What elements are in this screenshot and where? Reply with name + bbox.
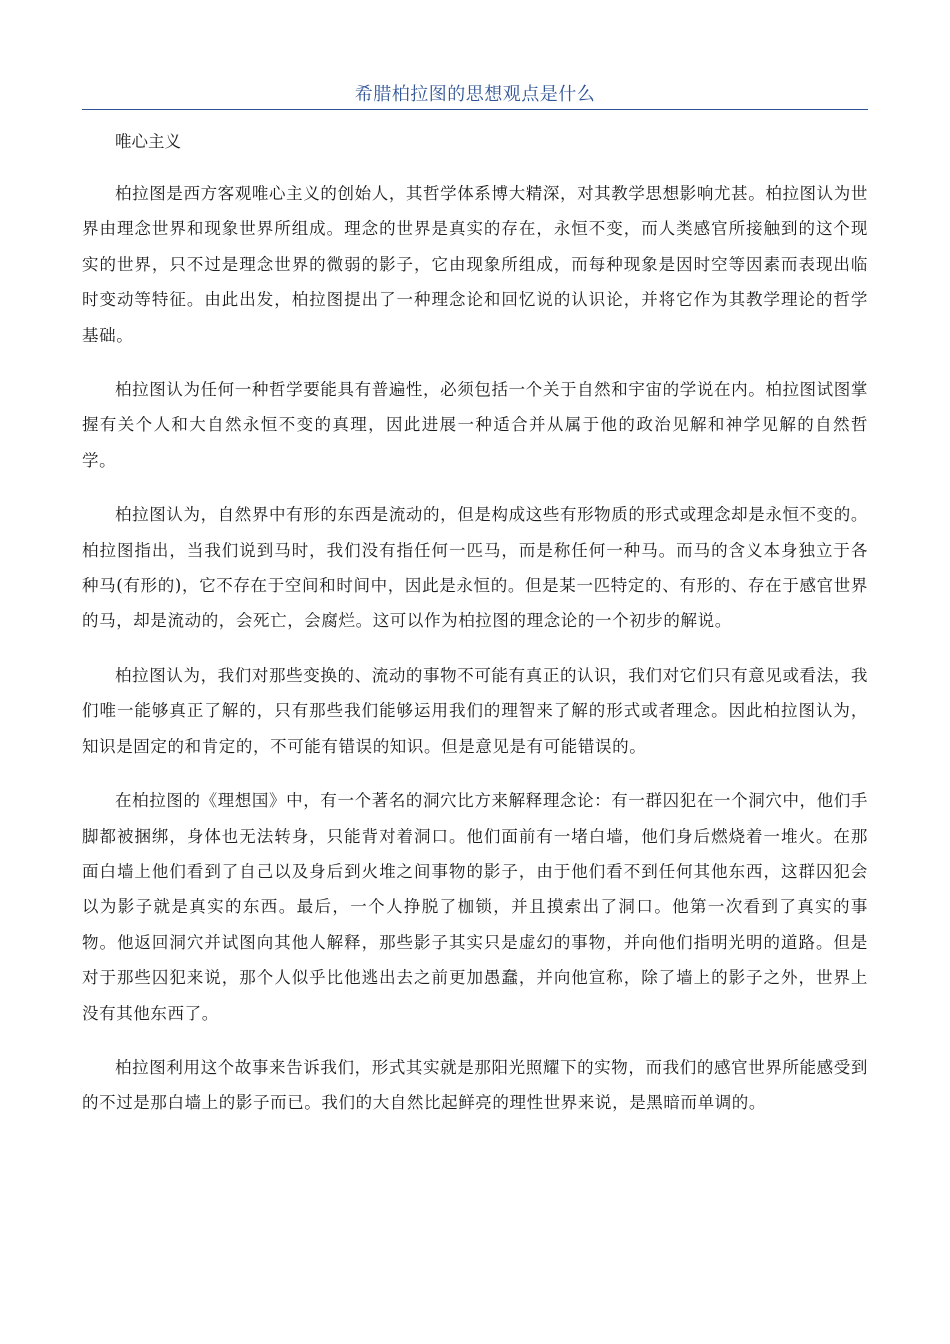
document-body xyxy=(82,124,868,1140)
section-heading: 唯心主义 xyxy=(115,132,181,151)
paragraph-1: 柏拉图是西方客观唯心主义的创始人，其哲学体系博大精深，对其教学思想影响尤甚。柏拉图认为世界由理念世界和现象世界所组成。理念的世界是真实的存在，永恒不变，而人类感官所接触到的这个现实的世界，只不过是理念世界的微弱的影子，它由现象所组成，而每种现象是因时空等因素而表现出临时变动等特征。由此出发，柏拉图提出了一种理念论和回忆说的认识论，并将它作为其教学理论的哲学基础。 xyxy=(82,184,868,345)
page-title: 希腊柏拉图的思想观点是什么 xyxy=(354,84,596,105)
paragraph-5: 在柏拉图的《理想国》中，有一个著名的洞穴比方来解释理念论：有一群囚犯在一个洞穴中，他们手脚都被捆绑，身体也无法转身，只能背对着洞口。他们面前有一堵白墙，他们身后燃烧着一堆火。在那面白墙上他们看到了自己以及身后到火堆之间事物的影子，由于他们看不到任何其他东西，这群囚犯会以为影子就是真实的东西。最后，一个人挣脱了枷锁，并且摸索出了洞口。他第一次看到了真实的事物。他返回洞穴并试图向其他人解释，那些影子其实只是虚幻的事物，并向他们指明光明的道路。但是对于那些囚犯来说，那个人似乎比他逃出去之前更加愚蠢，并向他宣称，除了墙上的影子之外，世界上没有其他东西了。 xyxy=(82,791,868,1023)
paragraph-3: 柏拉图认为，自然界中有形的东西是流动的，但是构成这些有形物质的形式或理念却是永恒不变的。柏拉图指出，当我们说到马时，我们没有指任何一匹马，而是称任何一种马。而马的含义本身独立于各种马(有形的)，它不存在于空间和时间中，因此是永恒的。但是某一匹特定的、有形的、存在于感官世界的马，却是流动的，会死亡，会腐烂。这可以作为柏拉图的理念论的一个初步的解说。 xyxy=(82,505,868,631)
paragraph-6: 柏拉图利用这个故事来告诉我们，形式其实就是那阳光照耀下的实物，而我们的感官世界所能感受到的不过是那白墙上的影子而已。我们的大自然比起鲜亮的理性世界来说，是黑暗而单调的。 xyxy=(82,1057,868,1113)
paragraph-2: 柏拉图认为任何一种哲学要能具有普遍性，必须包括一个关于自然和宇宙的学说在内。柏拉图试图掌握有关个人和大自然永恒不变的真理，因此进展一种适合并从属于他的政治见解和神学见解的自然哲学。 xyxy=(82,380,868,470)
page-header xyxy=(82,82,868,110)
paragraph-4: 柏拉图认为，我们对那些变换的、流动的事物不可能有真正的认识，我们对它们只有意见或看法，我们唯一能够真正了解的，只有那些我们能够运用我们的理智来了解的形式或者理念。因此柏拉图认为，知识是固定的和肯定的，不可能有错误的知识。但是意见是有可能错误的。 xyxy=(82,665,868,756)
